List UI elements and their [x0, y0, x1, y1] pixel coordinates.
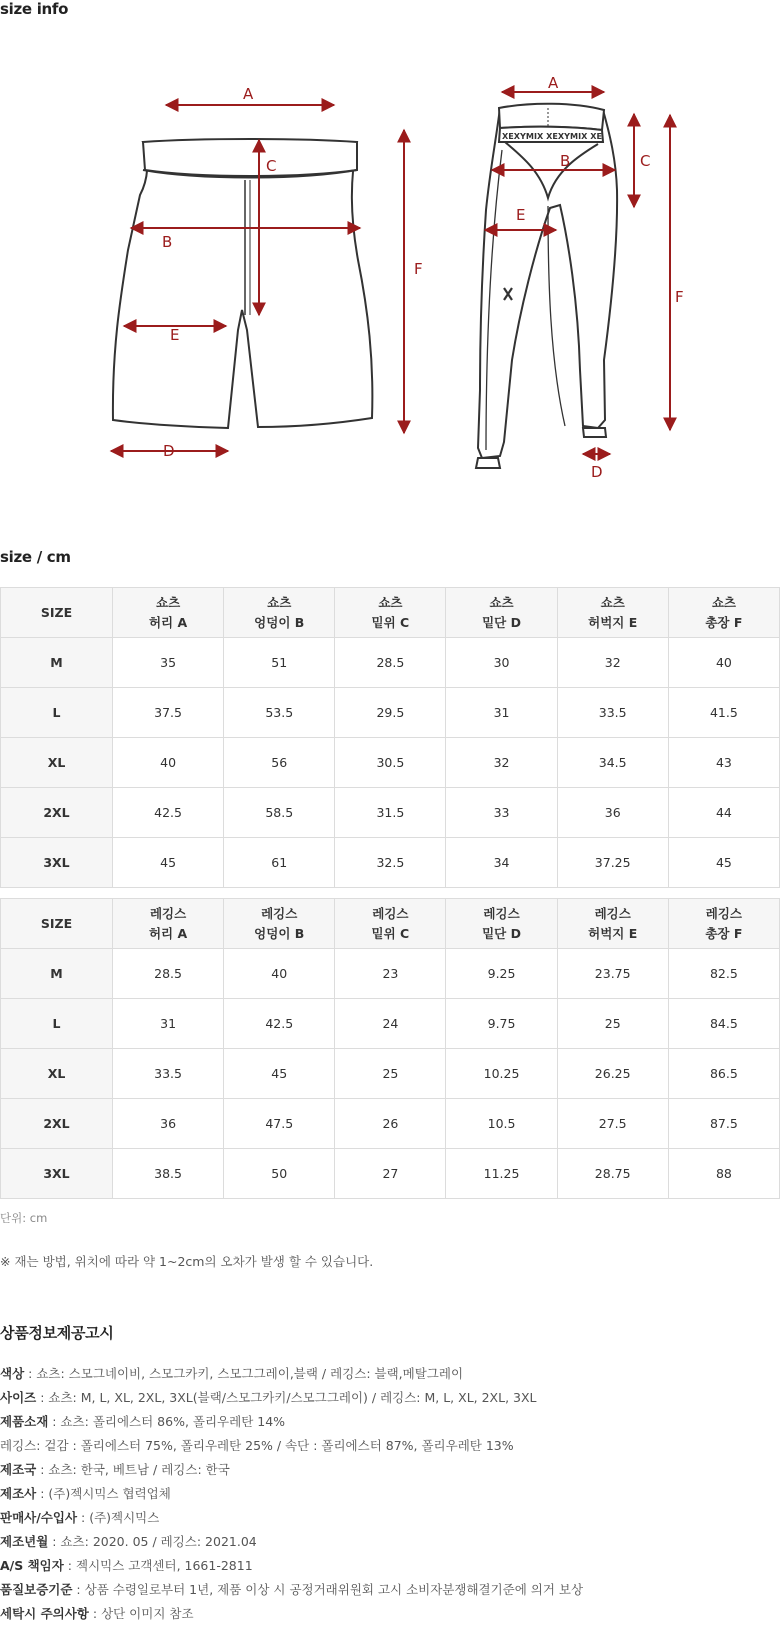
measure-cell: 31.5 [335, 788, 446, 838]
header-col: 레깅스 엉덩이 B [224, 899, 335, 949]
notice-text: 쇼츠: 한국, 베트남 / 레깅스: 한국 [48, 1462, 230, 1477]
measure-cell: 28.75 [557, 1149, 668, 1199]
measure-cell: 33 [446, 788, 557, 838]
measure-cell: 31 [446, 688, 557, 738]
table-row [1, 949, 780, 999]
measure-cell: 45 [668, 838, 779, 888]
measure-cell: 10.25 [446, 1049, 557, 1099]
notice-text: 레깅스: 겉감 : 폴리에스터 75%, 폴리우레탄 25% / 속단 : 폴리에스터 87%, 폴리우레탄 13% [0, 1438, 514, 1453]
measure-cell: 84.5 [668, 999, 779, 1049]
measure-cell: 25 [335, 1049, 446, 1099]
notice-separator: : [72, 1582, 85, 1597]
notice-separator: : [36, 1486, 49, 1501]
notice-line [0, 1554, 780, 1578]
measure-cell: 32 [446, 738, 557, 788]
measure-cell: 26.25 [557, 1049, 668, 1099]
table-row [1, 738, 780, 788]
notice-line [0, 1458, 780, 1482]
notice-label: 색상 [0, 1366, 25, 1381]
header-col: 쇼츠 밑위 C [335, 588, 446, 638]
measure-cell: 9.75 [446, 999, 557, 1049]
size-cell: XL [1, 738, 113, 788]
notice-separator: : [36, 1390, 49, 1405]
header-col: 쇼츠 허리 A [113, 588, 224, 638]
header-col: 쇼츠 총장 F [668, 588, 779, 638]
notice-line [0, 1602, 780, 1626]
header-col: 쇼츠 허벅지 E [557, 588, 668, 638]
notice-separator: : [36, 1462, 49, 1477]
shorts-size-table [0, 587, 780, 888]
table-header-row [1, 588, 780, 638]
product-notice-list [0, 1362, 780, 1626]
notice-label: 품질보증기준 [0, 1582, 73, 1597]
tolerance-note: ※ 재는 방법, 위치에 따라 약 1~2cm의 오차가 발생 할 수 있습니다. [0, 1254, 374, 1269]
table-row [1, 1099, 780, 1149]
notice-label: 제품소재 [0, 1414, 49, 1429]
size-cell: 2XL [1, 1099, 113, 1149]
measure-cell: 44 [668, 788, 779, 838]
notice-line [0, 1482, 780, 1506]
measure-cell: 50 [224, 1149, 335, 1199]
leggings-label-a: A [548, 74, 559, 92]
notice-line [0, 1506, 780, 1530]
shorts-label-e: E [170, 326, 180, 344]
notice-separator: : [88, 1606, 102, 1621]
notice-separator: : [48, 1414, 61, 1429]
shorts-label-d: D [163, 442, 175, 460]
measure-cell: 56 [224, 738, 335, 788]
table-row [1, 688, 780, 738]
measure-cell: 34 [446, 838, 557, 888]
notice-text: (주)젝시믹스 [89, 1510, 160, 1525]
measure-cell: 23 [335, 949, 446, 999]
notice-text: (주)젝시믹스 협력업체 [48, 1486, 171, 1501]
size-cell: XL [1, 1049, 113, 1099]
notice-text: 젝시믹스 고객센터, 1661-2811 [76, 1558, 253, 1573]
measure-cell: 82.5 [668, 949, 779, 999]
header-col: 레깅스 허리 A [113, 899, 224, 949]
measure-cell: 42.5 [224, 999, 335, 1049]
notice-separator: : [63, 1558, 76, 1573]
measure-cell: 43 [668, 738, 779, 788]
header-size: SIZE [1, 899, 113, 949]
header-col: 쇼츠 밑단 D [446, 588, 557, 638]
size-info-heading: size info [0, 0, 69, 18]
measure-cell: 31 [113, 999, 224, 1049]
measure-cell: 38.5 [113, 1149, 224, 1199]
measure-cell: 25 [557, 999, 668, 1049]
measure-cell: 37.5 [113, 688, 224, 738]
product-notice-heading: 상품정보제공고시 [0, 1324, 114, 1342]
notice-text: 상단 이미지 참조 [101, 1606, 194, 1621]
notice-separator: : [24, 1366, 37, 1381]
measure-cell: 27.5 [557, 1099, 668, 1149]
notice-separator: : [77, 1510, 90, 1525]
header-col: 레깅스 허벅지 E [557, 899, 668, 949]
notice-separator: : [48, 1534, 61, 1549]
shorts-label-c: C [266, 157, 277, 175]
measure-cell: 9.25 [446, 949, 557, 999]
measure-cell: 88 [668, 1149, 779, 1199]
measure-cell: 51 [224, 638, 335, 688]
brand-waistband-text: XEXYMIX XEXYMIX XE [502, 132, 602, 141]
measure-cell: 42.5 [113, 788, 224, 838]
header-size: SIZE [1, 588, 113, 638]
measure-cell: 32.5 [335, 838, 446, 888]
measure-cell: 86.5 [668, 1049, 779, 1099]
table-row [1, 1049, 780, 1099]
measure-cell: 45 [113, 838, 224, 888]
size-cm-heading: size / cm [0, 548, 71, 566]
measure-cell: 61 [224, 838, 335, 888]
table-row [1, 638, 780, 688]
measure-cell: 58.5 [224, 788, 335, 838]
shorts-label-b: B [162, 233, 173, 251]
notice-line [0, 1434, 780, 1458]
leggings-illustration [476, 104, 617, 468]
leggings-label-b: B [560, 152, 571, 170]
measure-cell: 87.5 [668, 1099, 779, 1149]
notice-line [0, 1578, 780, 1602]
unit-note: 단위: cm [0, 1211, 48, 1225]
table-row [1, 999, 780, 1049]
measure-cell: 28.5 [335, 638, 446, 688]
size-cell: 3XL [1, 838, 113, 888]
notice-label: 세탁시 주의사항 [0, 1606, 89, 1621]
notice-text: 쇼츠: 스모그네이비, 스모그카키, 스모그그레이,블랙 / 레깅스: 블랙,메탈그레이 [36, 1366, 464, 1381]
measure-cell: 26 [335, 1099, 446, 1149]
notice-label: 제조국 [0, 1462, 37, 1477]
table-row [1, 788, 780, 838]
shorts-illustration [113, 139, 372, 428]
shorts-label-f: F [414, 260, 423, 278]
measure-cell: 32 [557, 638, 668, 688]
measure-cell: 33.5 [557, 688, 668, 738]
measure-cell: 36 [557, 788, 668, 838]
measure-cell: 29.5 [335, 688, 446, 738]
measure-cell: 28.5 [113, 949, 224, 999]
notice-label: 제조사 [0, 1486, 37, 1501]
table-row [1, 1149, 780, 1199]
measure-cell: 47.5 [224, 1099, 335, 1149]
measure-cell: 40 [224, 949, 335, 999]
leggings-size-table [0, 898, 780, 1199]
measure-cell: 10.5 [446, 1099, 557, 1149]
header-col: 레깅스 총장 F [668, 899, 779, 949]
leggings-label-f: F [675, 288, 684, 306]
measure-cell: 34.5 [557, 738, 668, 788]
notice-label: 판매사/수입사 [0, 1510, 78, 1525]
measure-cell: 37.25 [557, 838, 668, 888]
measure-cell: 33.5 [113, 1049, 224, 1099]
measure-cell: 30 [446, 638, 557, 688]
notice-text: 상품 수령일로부터 1년, 제품 이상 시 공정거래위원회 고시 소비자분쟁해결기준에 의거 보상 [84, 1582, 584, 1597]
size-diagrams [0, 30, 780, 500]
measure-cell: 53.5 [224, 688, 335, 738]
notice-label: 사이즈 [0, 1390, 37, 1405]
measure-cell: 35 [113, 638, 224, 688]
size-cell: L [1, 999, 113, 1049]
measure-cell: 40 [113, 738, 224, 788]
notice-text: 쇼츠: 2020. 05 / 레깅스: 2021.04 [60, 1534, 257, 1549]
table-row [1, 838, 780, 888]
size-cell: M [1, 949, 113, 999]
notice-text: 쇼츠: 폴리에스터 86%, 폴리우레탄 14% [60, 1414, 286, 1429]
table-header-row [1, 899, 780, 949]
header-col: 쇼츠 엉덩이 B [224, 588, 335, 638]
notice-line [0, 1530, 780, 1554]
notice-line [0, 1386, 780, 1410]
notice-label: A/S 책임자 [0, 1558, 64, 1573]
notice-label: 제조년월 [0, 1534, 49, 1549]
leggings-label-c: C [640, 152, 651, 170]
measure-cell: 30.5 [335, 738, 446, 788]
measure-cell: 41.5 [668, 688, 779, 738]
header-col: 레깅스 밑위 C [335, 899, 446, 949]
leggings-label-d: D [591, 463, 603, 481]
measure-cell: 40 [668, 638, 779, 688]
leggings-label-e: E [516, 206, 526, 224]
header-col: 레깅스 밑단 D [446, 899, 557, 949]
size-cell: 3XL [1, 1149, 113, 1199]
measure-cell: 23.75 [557, 949, 668, 999]
shorts-label-a: A [243, 85, 254, 103]
measure-cell: 45 [224, 1049, 335, 1099]
notice-line [0, 1362, 780, 1386]
measure-cell: 27 [335, 1149, 446, 1199]
measure-cell: 24 [335, 999, 446, 1049]
size-cell: M [1, 638, 113, 688]
size-cell: 2XL [1, 788, 113, 838]
notice-text: 쇼츠: M, L, XL, 2XL, 3XL(블랙/스모그카키/스모그그레이) / 레깅스: M, L, XL, 2XL, 3XL [48, 1390, 537, 1405]
notice-line [0, 1410, 780, 1434]
measure-cell: 11.25 [446, 1149, 557, 1199]
size-cell: L [1, 688, 113, 738]
measure-cell: 36 [113, 1099, 224, 1149]
